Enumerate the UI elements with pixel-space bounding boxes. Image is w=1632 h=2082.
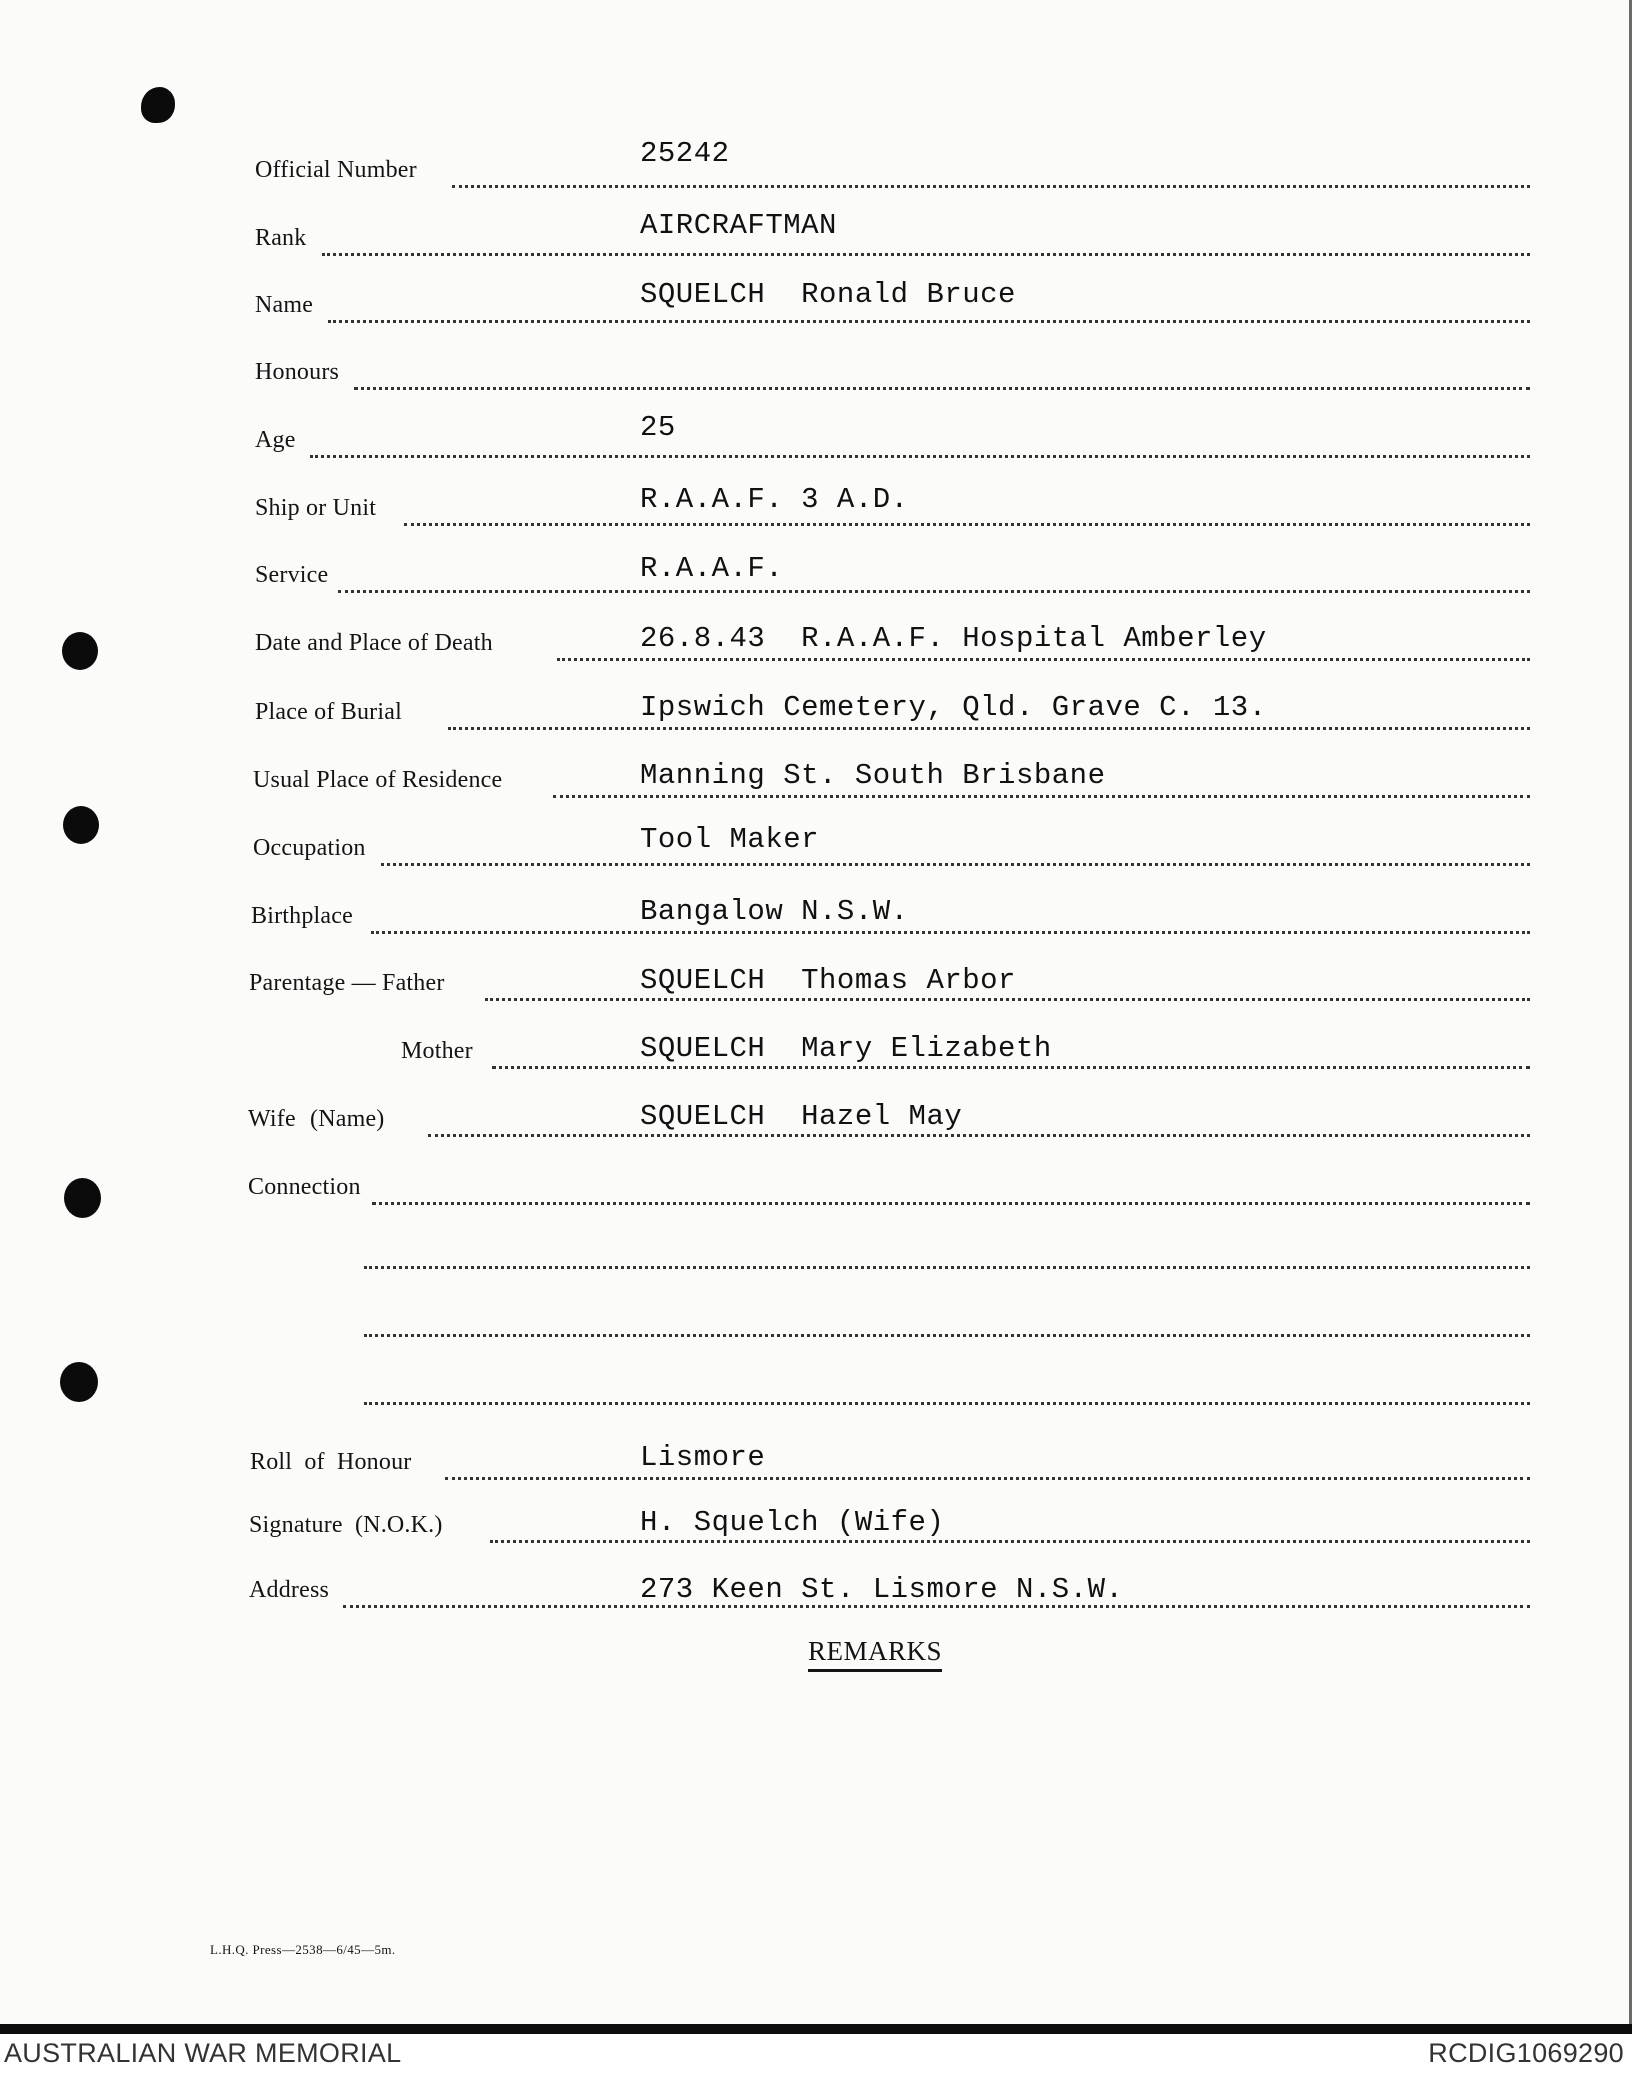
field-value: Bangalow N.S.W. [640,895,909,928]
connection-line [364,1266,1530,1269]
field-label: Ship or Unit [255,495,377,521]
footer-reference-id: RCDIG1069290 [1428,2038,1624,2068]
field-occupation [0,823,1632,866]
field-value: SQUELCH Mary Elizabeth [640,1032,1052,1065]
field-usual-residence [0,758,1632,798]
field-value: SQUELCH Hazel May [640,1100,963,1133]
field-ship-or-unit [0,483,1632,526]
field-birthplace [0,894,1632,934]
punch-hole [141,87,175,123]
field-label: Signature (N.O.K.) [249,1512,443,1538]
dotted-leader [372,1202,1530,1205]
field-value: Tool Maker [640,823,820,856]
field-label: Mother [401,1038,473,1064]
dotted-leader [371,931,1530,934]
dotted-leader [452,185,1530,188]
field-label: Connection [248,1174,361,1200]
field-label: Service [255,562,329,588]
field-value: 25242 [640,137,730,170]
dotted-leader [490,1540,1530,1543]
field-value: 273 Keen St. Lismore N.S.W. [640,1573,1124,1606]
dotted-leader [322,253,1530,256]
dotted-leader [492,1066,1530,1069]
dotted-leader [404,523,1530,526]
remarks-heading: REMARKS [808,1636,942,1672]
dotted-leader [448,727,1530,730]
field-official-number [0,137,1632,188]
field-honours [0,350,1632,390]
dotted-leader [354,387,1530,390]
field-label: Birthplace [251,903,353,929]
field-value: R.A.A.F. [640,552,784,585]
dotted-leader [381,863,1530,866]
field-address [0,1568,1632,1608]
field-value: Manning St. South Brisbane [640,759,1106,792]
field-label: Official Number [255,157,417,183]
field-age [0,411,1632,458]
field-value: H. Squelch (Wife) [640,1506,945,1539]
dotted-leader [553,795,1530,798]
field-father [0,961,1632,1001]
connection-line [364,1334,1530,1337]
field-value: R.A.A.F. 3 A.D. [640,483,909,516]
field-value: Ipswich Cemetery, Qld. Grave C. 13. [640,691,1267,724]
dotted-leader [445,1477,1530,1480]
field-place-of-burial [0,690,1632,730]
field-date-place-death [0,621,1632,661]
field-value: 26.8.43 R.A.A.F. Hospital Amberley [640,622,1267,655]
field-label: Age [255,427,296,453]
dotted-leader [310,455,1530,458]
dotted-leader [428,1134,1530,1137]
dotted-leader [557,658,1530,661]
field-label: Usual Place of Residence [253,767,503,793]
field-mother [0,1029,1632,1069]
dotted-leader [338,590,1530,593]
footer-bar [0,2024,1632,2034]
field-label: Date and Place of Death [255,630,493,656]
field-label: Place of Burial [255,699,402,725]
field-label: Occupation [253,835,366,861]
connection-line [364,1402,1530,1405]
field-wife [0,1097,1632,1137]
field-signature-nok [0,1503,1632,1543]
field-label: Parentage — Father [249,970,445,996]
field-value: SQUELCH Thomas Arbor [640,964,1016,997]
dotted-leader [328,320,1530,323]
printer-imprint: L.H.Q. Press—2538—6/45—5m. [210,1942,396,1957]
field-label: Address [249,1577,330,1603]
field-label: Roll of Honour [250,1449,412,1475]
field-service [0,553,1632,593]
field-label: Wife (Name) [248,1106,385,1132]
field-label: Rank [255,225,307,251]
dotted-leader [485,998,1530,1001]
field-value: SQUELCH Ronald Bruce [640,278,1016,311]
field-rank [0,209,1632,256]
field-value: 25 [640,411,676,444]
field-name [0,278,1632,323]
footer-institution: AUSTRALIAN WAR MEMORIAL [4,2038,402,2068]
field-value: Lismore [640,1441,766,1474]
field-value: AIRCRAFTMAN [640,209,837,242]
field-label: Honours [255,359,340,385]
field-connection [0,1165,1632,1205]
field-roll-of-honour [0,1440,1632,1480]
punch-hole [60,1362,98,1402]
field-label: Name [255,292,314,318]
